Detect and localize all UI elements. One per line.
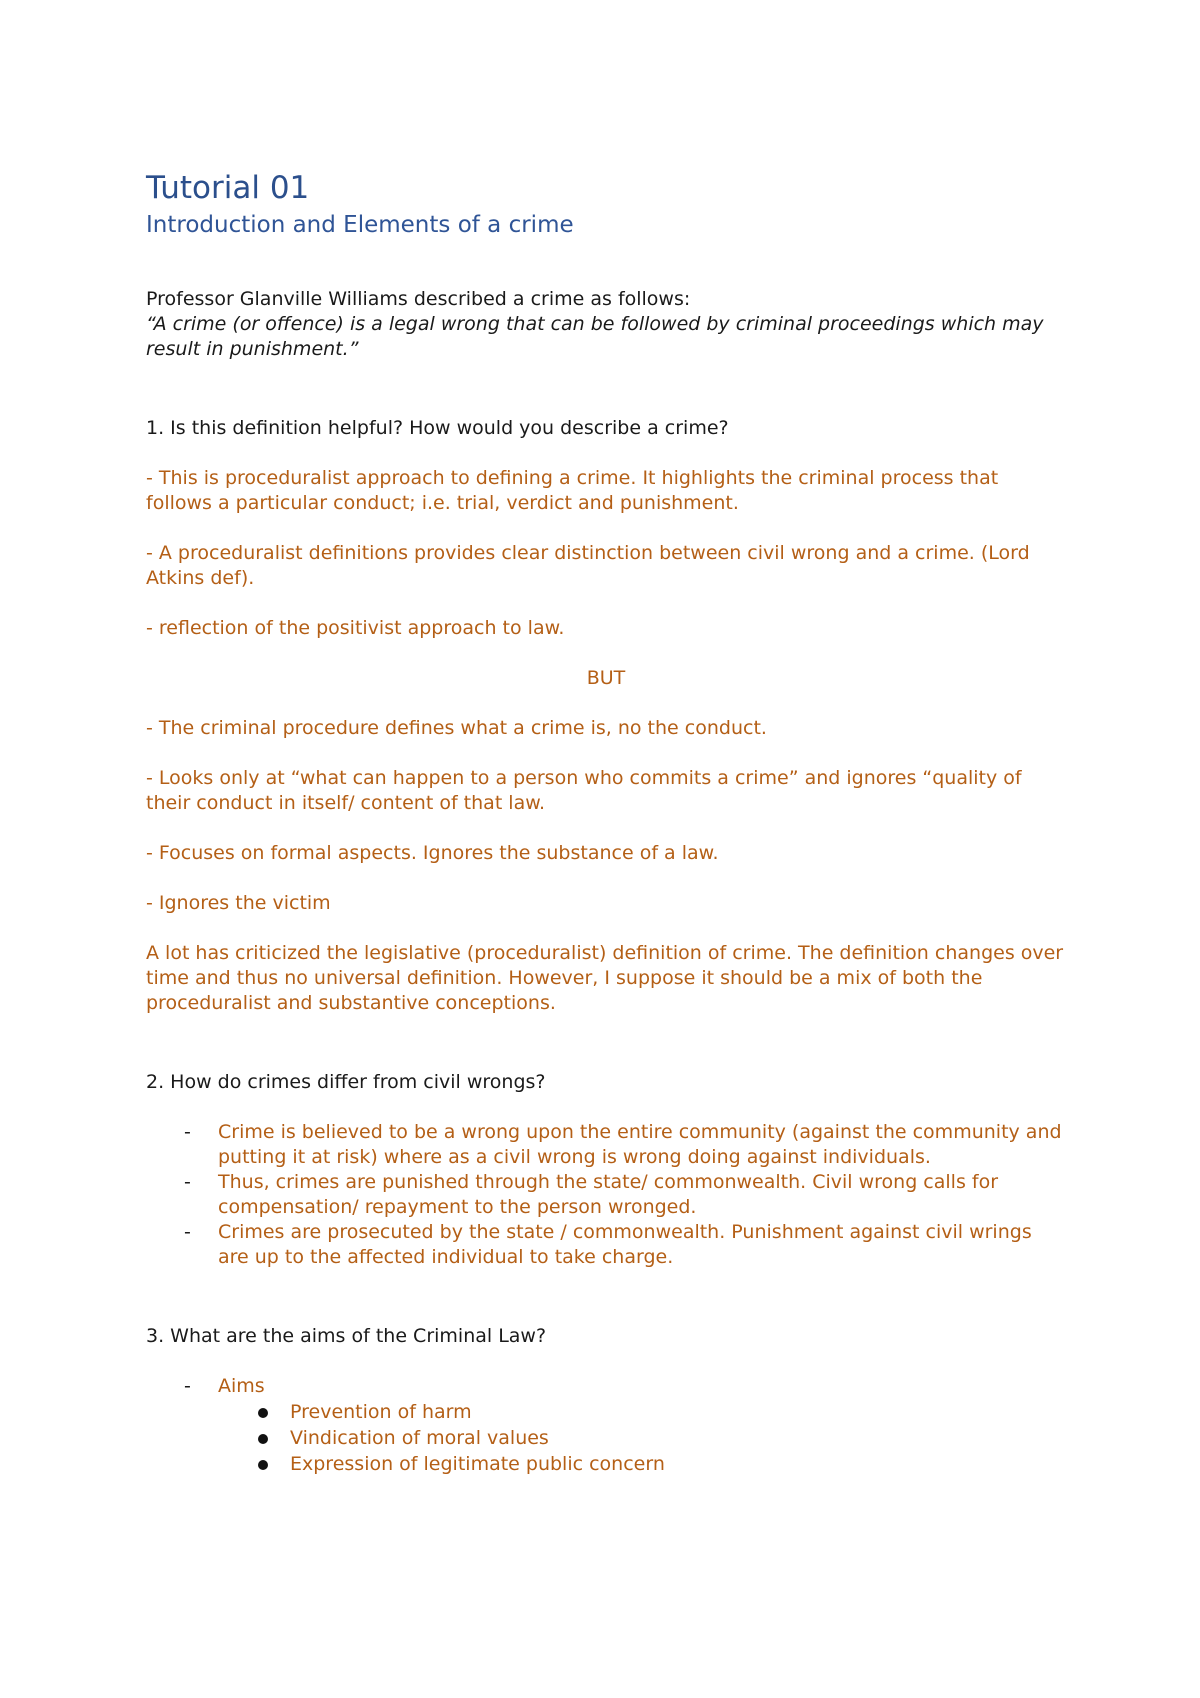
intro-lead: Professor Glanville Williams described a crime as follows: [146, 288, 691, 310]
q1-conclusion: A lot has criticized the legislative (proceduralist) definition of crime. The definition changes over time and thus no universal definition. However, I suppose it should be a mix of both the proceduralist and substantive conceptions. [146, 942, 1064, 1014]
q1-point-against-3: - Focuses on formal aspects. Ignores the substance of a law. [146, 842, 719, 864]
page-title: Tutorial 01 [146, 170, 310, 206]
q1-but: BUT [586, 667, 626, 689]
q1-point-against-1: - The criminal procedure defines what a crime is, no the conduct. [146, 717, 767, 739]
q2-list [146, 1120, 1066, 1270]
q1-point-for-3: - reflection of the positivist approach to law. [146, 617, 565, 639]
page-subtitle: Introduction and Elements of a crime [146, 212, 574, 238]
list-item-text: Prevention of harm [290, 1401, 472, 1423]
list-item [146, 1120, 1066, 1170]
dash-marker: - [184, 1121, 191, 1143]
q1-point-for-2: - A proceduralist definitions provides clear distinction between civil wrong and a crime. (Lord Atkins def). [146, 542, 1030, 589]
dash-marker: - [184, 1375, 191, 1397]
document-page [146, 168, 1066, 1477]
list-item [146, 1170, 1066, 1220]
question-1: 1. Is this definition helpful? How would you describe a crime? [146, 417, 729, 439]
q1-point-against-2: - Looks only at “what can happen to a person who commits a crime” and ignores “quality of their conduct in itself/ content of that law. [146, 767, 1022, 814]
list-item [218, 1451, 1066, 1477]
list-item-text: Vindication of moral values [290, 1427, 549, 1449]
dash-marker: - [184, 1221, 191, 1243]
dash-marker: - [184, 1171, 191, 1193]
list-item-text: Aims [218, 1375, 265, 1397]
q1-point-against-4: - Ignores the victim [146, 892, 331, 914]
list-item [218, 1425, 1066, 1451]
bullet-dot-icon [258, 1460, 268, 1470]
question-2: 2. How do crimes differ from civil wrongs? [146, 1071, 546, 1093]
question-3: 3. What are the aims of the Criminal Law? [146, 1325, 547, 1347]
list-item-text: Thus, crimes are punished through the state/ commonwealth. Civil wrong calls for compensation/ repayment to the person wronged. [218, 1171, 999, 1218]
list-item [146, 1220, 1066, 1270]
list-item-text: Crime is believed to be a wrong upon the entire community (against the community and putting it at risk) where as a civil wrong is wrong doing against individuals. [218, 1121, 1062, 1168]
aims-list [146, 1399, 1066, 1477]
bullet-dot-icon [258, 1408, 268, 1418]
q1-point-for-1: - This is proceduralist approach to defining a crime. It highlights the criminal process that follows a particular conduct; i.e. trial, verdict and punishment. [146, 467, 999, 514]
list-item [146, 1374, 1066, 1477]
list-item-text: Expression of legitimate public concern [290, 1453, 665, 1475]
intro-quote: “A crime (or offence) is a legal wrong that can be followed by criminal proceedings which may result in punishment.” [146, 313, 1044, 360]
list-item [218, 1399, 1066, 1425]
bullet-dot-icon [258, 1434, 268, 1444]
list-item-text: Crimes are prosecuted by the state / commonwealth. Punishment against civil wrings are up to the affected individual to take charge. [218, 1221, 1032, 1268]
q3-list [146, 1374, 1066, 1477]
